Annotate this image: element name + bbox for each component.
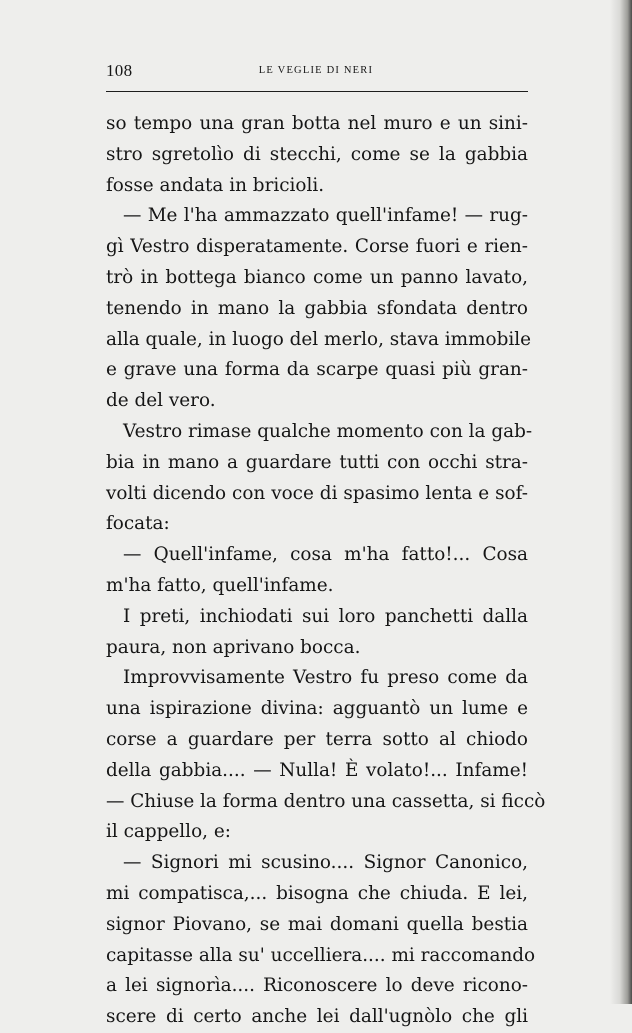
text-line: gì Vestro disperatamente. Corse fuori e rien- bbox=[106, 236, 528, 258]
text-line: il cappello, e: bbox=[106, 821, 231, 843]
text-line: volti dicendo con voce di spasimo lenta e sof- bbox=[106, 482, 528, 504]
text-line: capitasse alla su' uccelliera.... mi raccomando bbox=[106, 944, 536, 966]
text-line: bia in mano a guardare tutti con occhi stra- bbox=[106, 451, 528, 473]
text-line: focata: bbox=[106, 513, 170, 535]
running-title: LE VEGLIE DI NERI bbox=[258, 65, 374, 76]
text-line: scere di certo anche lei dall'ugnòlo che gli bbox=[106, 1006, 528, 1028]
text-line: fosse andata in bricioli. bbox=[106, 174, 325, 196]
text-line: Improvvisamente Vestro fu preso come da bbox=[123, 667, 528, 689]
header-rule bbox=[106, 91, 528, 92]
text-line: corse a guardare per terra sotto al chiodo bbox=[106, 728, 528, 750]
text-line: a lei signorìa.... Riconoscere lo deve ricono- bbox=[106, 975, 528, 997]
text-line: — Quell'infame, cosa m'ha fatto!... Cosa bbox=[123, 544, 528, 566]
text-line: I preti, inchiodati sui loro panchetti dalla bbox=[123, 605, 528, 627]
page-spine-shadow bbox=[610, 0, 632, 1004]
text-line: tenendo in mano la gabbia sfondata dentro bbox=[106, 297, 528, 319]
text-line: alla quale, in luogo del merlo, stava immobile bbox=[106, 328, 532, 350]
text-line: una ispirazione divina: agguantò un lume e bbox=[106, 698, 528, 720]
text-line: mi compatisca,... bisogna che chiuda. E lei, bbox=[106, 882, 528, 904]
text-line: paura, non aprivano bocca. bbox=[106, 636, 361, 658]
text-line: e grave una forma da scarpe quasi più gran- bbox=[106, 359, 528, 381]
text-line: trò in bottega bianco come un panno lavato, bbox=[106, 266, 528, 288]
running-header bbox=[106, 61, 526, 81]
text-line: m'ha fatto, quell'infame. bbox=[106, 574, 334, 596]
text-line: signor Piovano, se mai domani quella bestia bbox=[106, 913, 528, 935]
text-line: de del vero. bbox=[106, 390, 216, 412]
text-line: so tempo una gran botta nel muro e un sini- bbox=[106, 113, 528, 134]
text-line: Vestro rimase qualche momento con la gab- bbox=[123, 420, 533, 442]
text-line: stro sgretolìo di stecchi, come se la gabbia bbox=[106, 143, 528, 165]
text-line: della gabbia.... — Nulla! È volato!... Infame! bbox=[106, 759, 528, 781]
text-line: — Signori mi scusino.... Signor Canonico, bbox=[123, 852, 528, 874]
text-line: — Chiuse la forma dentro una cassetta, si ficcò bbox=[106, 790, 546, 812]
page-number: 108 bbox=[106, 61, 133, 80]
text-line: — Me l'ha ammazzato quell'infame! — rug- bbox=[123, 205, 528, 227]
body-text bbox=[106, 109, 546, 1033]
